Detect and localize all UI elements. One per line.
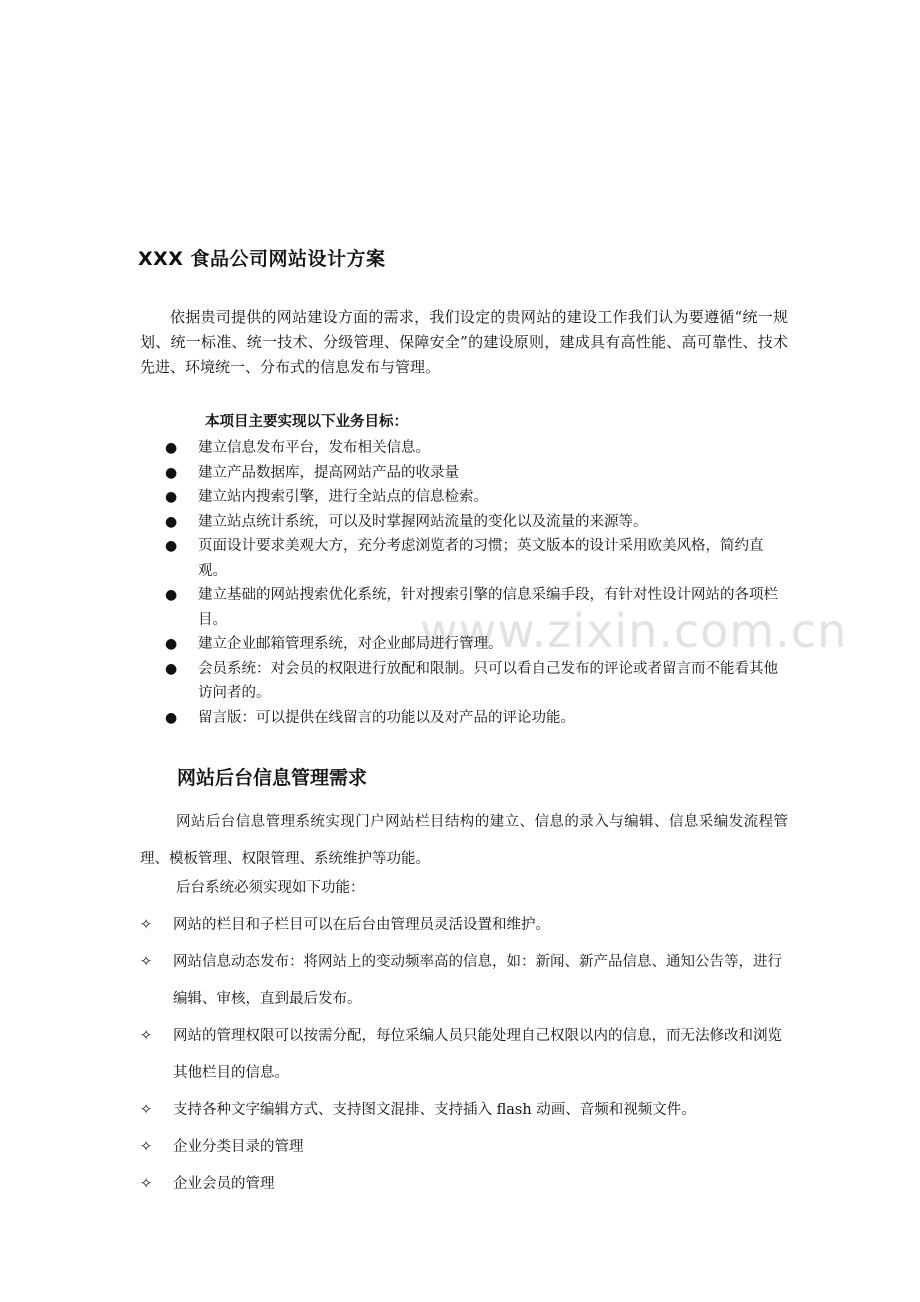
list-item [140,944,790,1018]
list-item-text: 支持各种文字编辑方式、支持图文混排、支持插入 flash 动画、音频和视频文件。 [173,1102,696,1118]
bullet-dot-icon: ● [165,636,178,652]
bullet-dot-icon: ● [165,489,178,505]
diamond-bullet-icon: ✧ [140,1102,153,1118]
list-item [140,1018,790,1092]
list-item [165,436,789,461]
bullet-dot-icon: ● [165,538,178,554]
diamond-bullet-icon: ✧ [140,1028,153,1044]
bullet-dot-icon: ● [165,709,178,726]
list-item-text: 页面设计要求美观大方，充分考虑浏览者的习惯；英文版本的设计采用欧美风格，简约直观。 [198,538,764,579]
list-item [165,706,789,731]
intro-paragraph: 依据贵司提供的网站建设方面的需求，我们设定的贵网站的建设工作我们认为要遵循“统一规划、统一标准、统一技术、分级管理、保障安全”的建设原则，建成具有高性能、高可靠性、技术先进、环境统一、分布式的信息发布与管理。 [140,308,788,376]
bullet-dot-icon: ● [165,464,178,481]
list-item-text: 建立产品数据库，提高网站产品的收录量 [198,464,459,481]
list-item [165,510,789,535]
list-item-text: 会员系统：对会员的权限进行放配和限制。只可以看自己发布的评论或者留言而不能看其他访问者的。 [198,660,778,701]
diamond-bullet-icon: ✧ [140,917,153,933]
bullet-dot-icon: ● [165,513,178,530]
bullet-dot-icon: ● [165,587,178,603]
list-item-text: 建立企业邮箱管理系统，对企业邮局进行管理。 [198,636,503,652]
diamond-bullet-icon: ✧ [140,1176,153,1192]
list-item [140,907,790,944]
functions-list [140,907,790,1203]
watermark: www.zixin.com.cn [420,604,848,658]
backend-paragraph: 网站后台信息管理系统实现门户网站栏目结构的建立、信息的录入与编辑、信息采编发流程管理、模板管理、权限管理、系统维护等功能。 [140,814,788,867]
list-item-text: 建立基础的网站搜索优化系统，针对搜索引擎的信息采编手段，有针对性设计网站的各项栏目。 [198,587,778,628]
list-item [140,1129,790,1166]
list-item [165,485,789,510]
list-item-text: 企业会员的管理 [173,1176,275,1192]
backend-heading: 网站后台信息管理需求 [177,767,368,789]
list-item [165,534,789,583]
list-item-text: 建立信息发布平台，发布相关信息。 [198,440,430,456]
list-item-text: 网站的管理权限可以按需分配，每位采编人员只能处理自己权限以内的信息，而无法修改和浏览其他栏目的信息。 [173,1028,782,1081]
bullet-dot-icon: ● [165,660,178,677]
diamond-bullet-icon: ✧ [140,954,153,970]
list-item [140,1092,790,1129]
list-item [165,657,789,706]
list-item-text: 建立站内搜索引擎，进行全站点的信息检索。 [198,489,488,505]
goals-list [165,436,789,730]
document-title: XXX 食品公司网站设计方案 [138,248,386,270]
diamond-bullet-icon: ✧ [140,1139,153,1155]
functions-intro: 后台系统必须实现如下功能： [176,880,365,896]
list-item [140,1166,790,1203]
list-item-text: 留言版：可以提供在线留言的功能以及对产品的评论功能。 [198,709,575,726]
list-item [165,461,789,486]
bullet-dot-icon: ● [165,440,178,456]
list-item-text: 网站的栏目和子栏目可以在后台由管理员灵活设置和维护。 [173,917,550,933]
list-item-text: 企业分类目录的管理 [173,1139,304,1155]
list-item-text: 网站信息动态发布：将网站上的变动频率高的信息，如：新闻、新产品信息、通知公告等，进行编辑、审核，直到最后发布。 [173,954,782,1007]
list-item-text: 建立站点统计系统，可以及时掌握网站流量的变化以及流量的来源等。 [198,513,648,530]
list-item [165,583,789,632]
list-item [165,632,789,657]
goals-heading: 本项目主要实现以下业务目标： [205,414,408,430]
